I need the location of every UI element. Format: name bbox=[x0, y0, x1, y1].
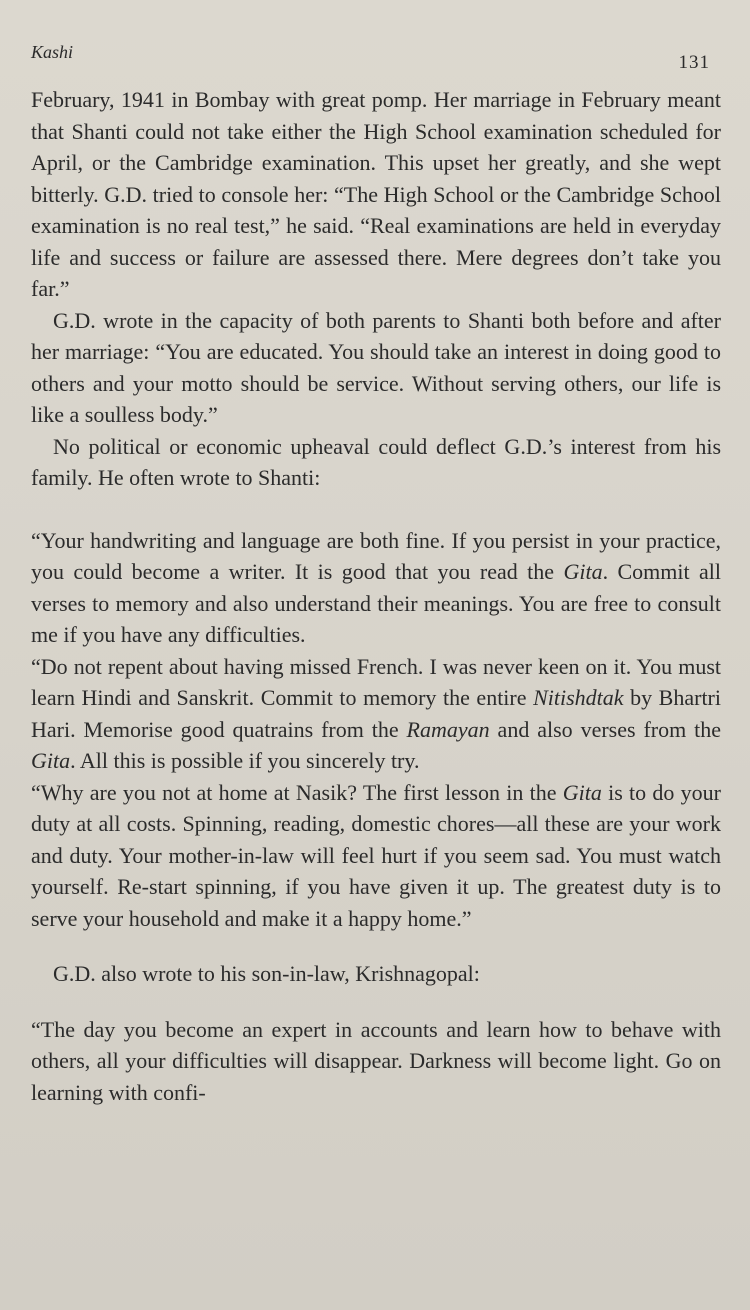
running-head bbox=[31, 42, 726, 84]
quoted-letter: “Why are you not at home at Nasik? The first lesson in the Gita is to do your duty at all costs. Spinning, reading, domestic chores—all these are your work and duty. Your mother-in-law will feel hurt if you seem sad. You must watch yourself. Re-start spinning, if you have given it up. The greatest duty is to serve your household and make it a happy home.” bbox=[31, 779, 721, 931]
spacer bbox=[31, 934, 721, 958]
page-number: 131 bbox=[678, 52, 710, 73]
book-title: Nitishdtak bbox=[533, 685, 624, 710]
book-title: Gita bbox=[563, 559, 603, 584]
quoted-letter: “Do not repent about having missed French. I was never keen on it. You must learn Hindi and Sanskrit. Commit to memory the entire Nitishdtak by Bhartri Hari. Memorise good quatrains from the Ramayan and also verses from the Gita. All this is possible if you sincerely try. bbox=[31, 653, 722, 773]
spacer bbox=[31, 494, 721, 525]
paragraph: G.D. wrote in the capacity of both parents to Shanti both before and after her marriage: “You are educated. You should take an interest in doing good to others and your motto should be service. Without serving others, our life is like a soulless body.” bbox=[31, 307, 721, 427]
body-text bbox=[31, 84, 721, 1108]
book-title: Ramayan bbox=[406, 716, 490, 742]
quoted-letter: “Your handwriting and language are both fine. If you persist in your practice, you could become a writer. It is good that you read the Gita. Commit all verses to memory and also understand their meanings. You are free to consult me if you have any difficulties. bbox=[31, 527, 721, 647]
running-head-section: Kashi bbox=[31, 42, 74, 62]
book-title: Gita bbox=[562, 779, 602, 805]
spacer bbox=[31, 990, 721, 1014]
paragraph-continuation: February, 1941 in Bombay with great pomp. Her marriage in February meant that Shanti could not take either the High School examination scheduled for April, or the Cambridge examination. This upset her greatly, and she wept bitterly. G.D. tried to console her: “The High School or the Cambridge School examination is no real test,” he said. “Real examinations are held in everyday life and success or failure are assessed there. Mere degrees don’t take you far.” bbox=[31, 87, 721, 301]
book-title: Gita bbox=[31, 748, 71, 773]
paragraph: G.D. also wrote to his son-in-law, Krishnagopal: bbox=[53, 961, 480, 986]
quoted-letter: “The day you become an expert in accounts and learn how to behave with others, all your difficulties will disappear. Darkness will become light. Go on learning with confi- bbox=[31, 1016, 721, 1105]
paragraph: No political or economic upheaval could deflect G.D.’s interest from his family. He often wrote to Shanti: bbox=[31, 433, 721, 490]
